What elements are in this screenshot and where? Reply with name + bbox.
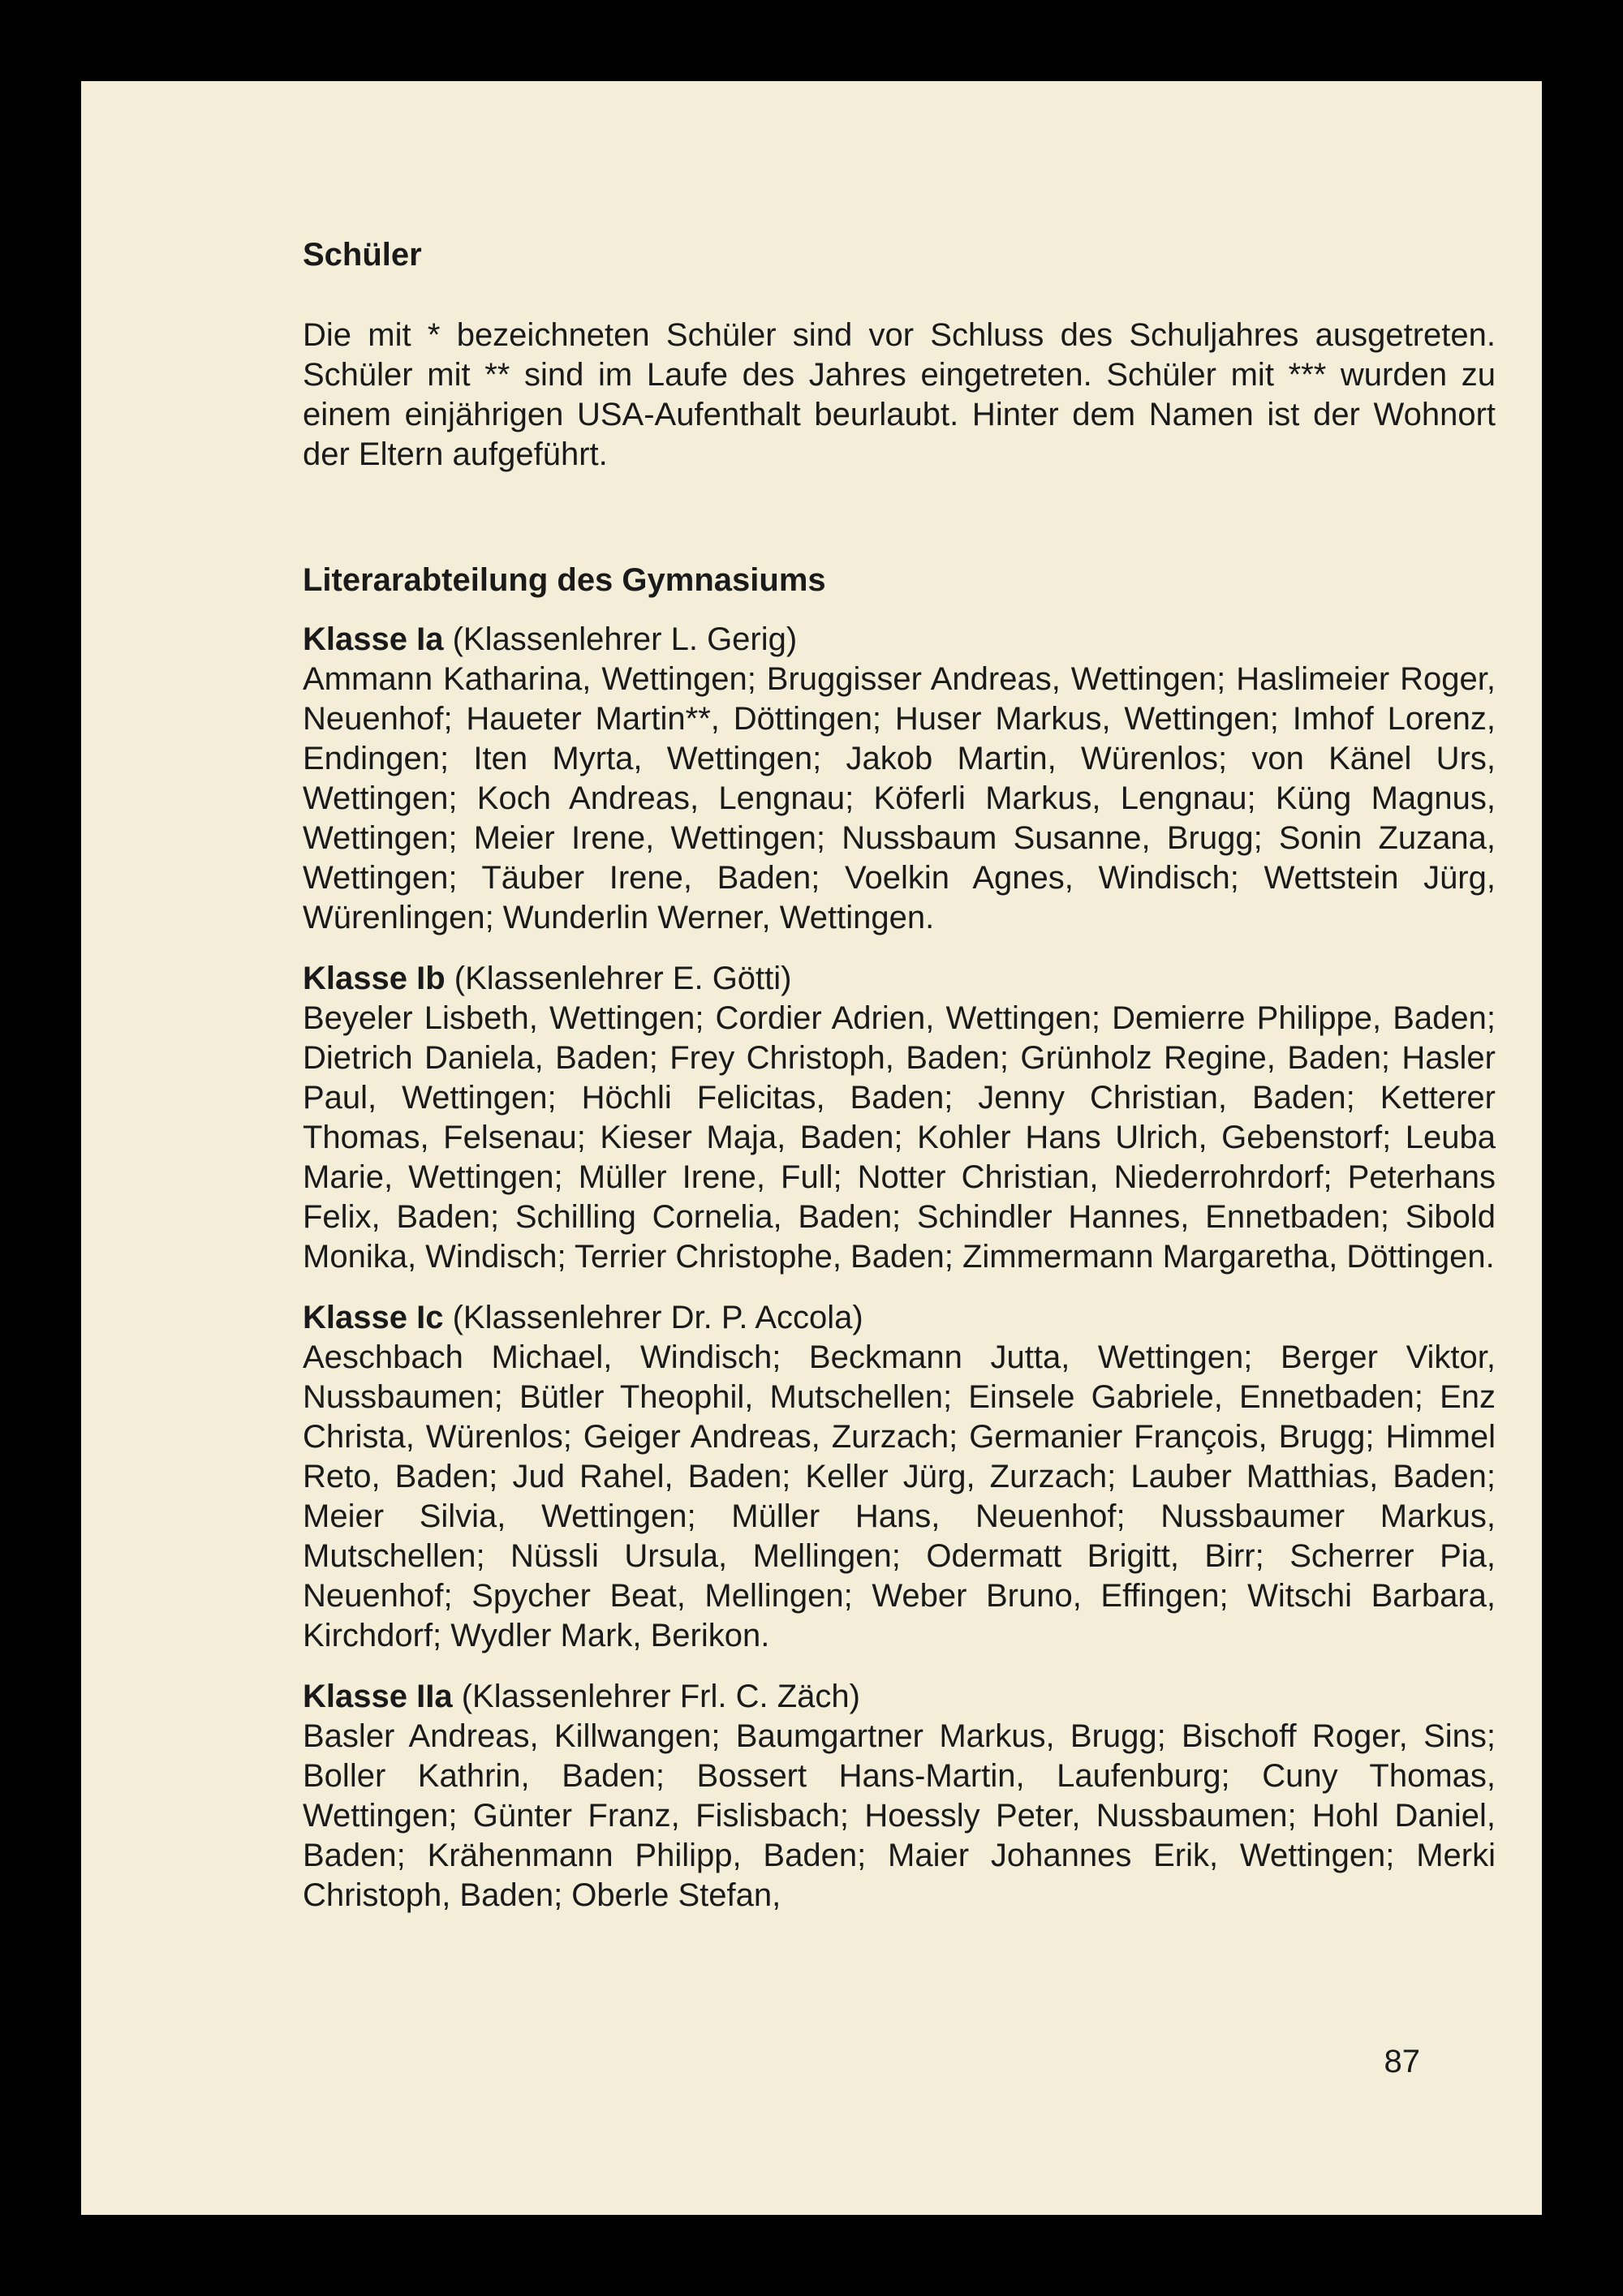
document-page [81,81,1542,2215]
class-students: Beyeler Lisbeth, Wettingen; Cordier Adrien, Wettingen; Demierre Philippe, Baden; Dietrich Daniela, Baden; Frey Christoph, Baden; Grünholz Regine, Baden; Hasler Paul, Wettingen; Höchli Felicitas, Baden; Jenny Christian, Baden; Ketterer Thomas, Felsenau; Kieser Maja, Baden; Kohler Hans Ulrich, Gebenstorf; Leuba Marie, Wettingen; Müller Irene, Full; Notter Christian, Niederrohrdorf; Peterhans Felix, Baden; Schilling Cornelia, Baden; Schindler Hannes, Ennetbaden; Sibold Monika, Windisch; Terrier Christophe, Baden; Zimmermann Margaretha, Döttingen. [303,1000,1496,1275]
class-name: Klasse Ib [303,961,446,996]
class-name: Klasse Ia [303,621,444,657]
page-number: 87 [1384,2044,1420,2079]
class-students: Ammann Katharina, Wettingen; Bruggisser Andreas, Wettingen; Haslimeier Roger, Neuenhof; Haueter Martin**, Döttingen; Huser Markus, Wettingen; Imhof Lorenz, Endingen; Iten Myrta, Wettingen; Jakob Martin, Würenlos; von Känel Urs, Wettingen; Koch Andreas, Lengnau; Köferli Markus, Lengnau; Küng Magnus, Wettingen; Meier Irene, Wettingen; Nussbaum Susanne, Brugg; Sonin Zuzana, Wettingen; Täuber Irene, Baden; Voelkin Agnes, Windisch; Wettstein Jürg, Würenlingen; Wunderlin Werner, Wettingen. [303,661,1496,935]
class-entry [303,1298,1496,1656]
page-content [303,235,1496,1915]
class-entry [303,1677,1496,1915]
page-heading: Schüler [303,237,422,273]
class-name: Klasse IIa [303,1679,453,1714]
class-entry [303,959,1496,1277]
class-entry [303,620,1496,938]
section-title: Literarabteilung des Gymnasiums [303,562,826,598]
class-teacher: (Klassenlehrer L. Gerig) [452,621,798,657]
class-teacher: (Klassenlehrer Dr. P. Accola) [452,1300,863,1335]
class-teacher: (Klassenlehrer E. Götti) [454,961,792,996]
class-students: Basler Andreas, Killwangen; Baumgartner Markus, Brugg; Bischoff Roger, Sins; Boller Kathrin, Baden; Bossert Hans-Martin, Laufenburg; Cuny Thomas, Wettingen; Günter Franz, Fislisbach; Hoessly Peter, Nussbaumen; Hohl Daniel, Baden; Krähenmann Philipp, Baden; Maier Johannes Erik, Wettingen; Merki Christoph, Baden; Oberle Stefan, [303,1718,1496,1913]
class-teacher: (Klassenlehrer Frl. C. Zäch) [461,1679,860,1714]
class-students: Aeschbach Michael, Windisch; Beckmann Jutta, Wettingen; Berger Viktor, Nussbaumen; Bütler Theophil, Mutschellen; Einsele Gabriele, Ennetbaden; Enz Christa, Würenlos; Geiger Andreas, Zurzach; Germanier François, Brugg; Himmel Reto, Baden; Jud Rahel, Baden; Keller Jürg, Zurzach; Lauber Matthias, Baden; Meier Silvia, Wettingen; Müller Hans, Neuenhof; Nussbaumer Markus, Mutschellen; Nüssli Ursula, Mellingen; Odermatt Brigitt, Birr; Scherrer Pia, Neuenhof; Spycher Beat, Mellingen; Weber Bruno, Effingen; Witschi Barbara, Kirchdorf; Wydler Mark, Berikon. [303,1339,1496,1653]
intro-paragraph: Die mit * bezeichneten Schüler sind vor Schluss des Schuljahres ausgetreten. Schüler mit ** sind im Laufe des Jahres eingetreten. Schüler mit *** wurden zu einem einjährigen USA-Aufenthalt beurlaubt. Hinter dem Namen ist der Wohnort der Eltern aufgeführt. [303,317,1496,472]
class-name: Klasse Ic [303,1300,444,1335]
